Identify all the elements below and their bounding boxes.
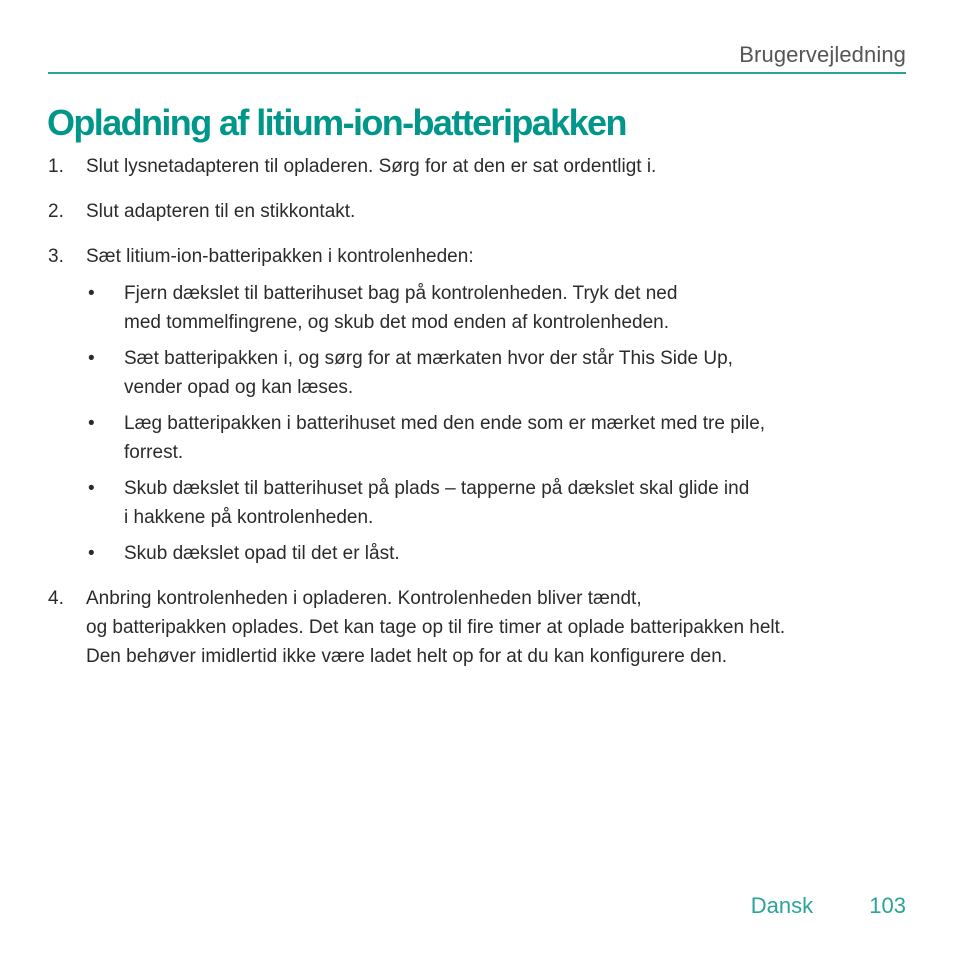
bullet-icon: • xyxy=(88,413,95,434)
step-1 xyxy=(48,152,908,181)
instruction-steps xyxy=(48,152,908,687)
step-number: 3. xyxy=(48,246,64,267)
bullet-icon: • xyxy=(88,478,95,499)
step-3 xyxy=(48,242,908,568)
sub-step-text-line: vender opad og kan læses. xyxy=(124,377,354,398)
sub-step-text-line: Skub dækslet opad til det er låst. xyxy=(124,543,400,564)
running-header: Brugervejledning xyxy=(739,42,906,67)
sub-step-text-line: med tommelfingrene, og skub det mod enden af kontrolenheden. xyxy=(124,312,670,333)
bullet-icon: • xyxy=(88,348,95,369)
sub-step xyxy=(86,539,908,568)
sub-steps-list xyxy=(86,279,908,568)
step-text-line: og batteripakken oplades. Det kan tage op til fire timer at oplade batteripakken helt. xyxy=(86,617,786,638)
page-title: Opladning af litium-ion-batteripakken xyxy=(47,102,626,143)
step-text-line: Den behøver imidlertid ikke være ladet helt op for at du kan konfigurere den. xyxy=(86,646,728,667)
footer-language: Dansk xyxy=(750,893,814,918)
step-number: 1. xyxy=(48,156,64,177)
sub-step xyxy=(86,474,908,532)
sub-step-text-line: forrest. xyxy=(124,442,184,463)
page-footer xyxy=(751,893,906,919)
bullet-icon: • xyxy=(88,543,95,564)
page-number: 103 xyxy=(869,893,906,918)
step-text: Slut lysnetadapteren til opladeren. Sørg for at den er sat ordentligt i. xyxy=(86,156,657,177)
header-divider xyxy=(48,72,906,74)
step-number: 2. xyxy=(48,201,64,222)
step-4 xyxy=(48,584,908,671)
sub-step-text-line: Fjern dækslet til batterihuset bag på kontrolenheden. Tryk det ned xyxy=(124,283,678,304)
step-text-line: Anbring kontrolenheden i opladeren. Kontrolenheden bliver tændt, xyxy=(86,588,642,609)
step-text: Sæt litium-ion-batteripakken i kontrolenheden: xyxy=(86,246,474,267)
sub-step-text-line: i hakkene på kontrolenheden. xyxy=(124,507,374,528)
step-number: 4. xyxy=(48,588,64,609)
sub-step xyxy=(86,344,908,402)
sub-step xyxy=(86,279,908,337)
sub-step-text-line: Læg batteripakken i batterihuset med den ende som er mærket med tre pile, xyxy=(124,413,766,434)
step-2 xyxy=(48,197,908,226)
sub-step-text-line: Sæt batteripakken i, og sørg for at mærkaten hvor der står This Side Up, xyxy=(124,348,733,369)
bullet-icon: • xyxy=(88,283,95,304)
step-text: Slut adapteren til en stikkontakt. xyxy=(86,201,356,222)
sub-step xyxy=(86,409,908,467)
sub-step-text-line: Skub dækslet til batterihuset på plads – tapperne på dækslet skal glide ind xyxy=(124,478,750,499)
